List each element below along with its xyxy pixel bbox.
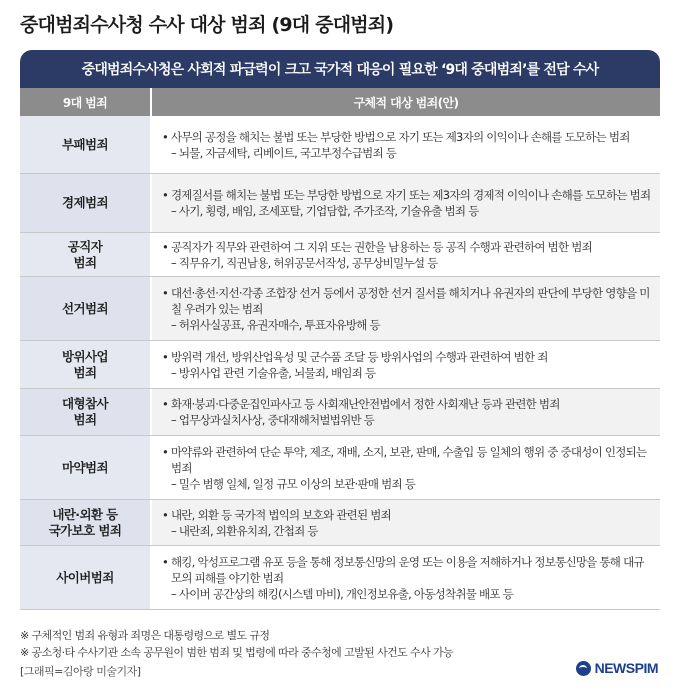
table-row [20, 546, 660, 610]
row-description [152, 233, 660, 276]
row-main-text: • 내란, 외환 등 국가적 법익의 보호와 관련된 범죄 [162, 507, 392, 522]
footnote: ※ 구체적인 범죄 유형과 죄명은 대통령령으로 별도 규정 [20, 629, 270, 642]
row-main-text: • 방위력 개선, 방위산업육성 및 군수품 조달 등 방위사업의 수행과 관련하여 범한 죄 [162, 349, 548, 364]
table-row [20, 389, 660, 436]
row-category: 부패범죄 [20, 116, 152, 173]
header-category: 9대 범죄 [20, 88, 152, 116]
footnotes [20, 627, 660, 661]
table-row [20, 116, 660, 174]
row-example-text: – 업무상과실치사상, 중대재해처벌법위반 등 [171, 413, 375, 427]
row-category: 내란·외환 등 국가보호 범죄 [20, 500, 152, 545]
newspim-logo-icon [576, 661, 591, 676]
row-category: 경제범죄 [20, 174, 152, 232]
row-description [152, 116, 660, 173]
row-example-text: – 허위사실공표, 유권자매수, 투표자유방해 등 [171, 317, 380, 332]
row-category: 마약범죄 [20, 436, 152, 499]
row-category: 대형참사 범죄 [20, 389, 152, 435]
row-main-text: • 해킹, 악성프로그램 유포 등을 통해 정보통신망의 운영 또는 이용을 저해하거나 정보통신망을 통해 대규모의 피해를 야기한 범죄 [162, 554, 644, 585]
row-example-text: – 사이버 공간상의 해킹(시스템 마비), 개인정보유출, 아동성착취물 배포 등 [171, 586, 513, 601]
row-main-text: • 사무의 공정을 해치는 불법 또는 부당한 방법으로 자기 또는 제3자의 이익이나 손해를 도모하는 범죄 [162, 129, 630, 144]
row-main-text: • 경제질서를 해치는 불법 또는 부당한 방법으로 자기 또는 제3자의 경제적 이익이나 손해를 도모하는 범죄 [162, 188, 651, 202]
row-example-text: – 사기, 횡령, 배임, 조세포탈, 기업담합, 주가조작, 기술유출 범죄 등 [171, 204, 479, 218]
row-category: 사이버범죄 [20, 546, 152, 609]
table-row [20, 436, 660, 500]
table-row [20, 341, 660, 389]
row-description [152, 341, 660, 388]
row-category: 선거범죄 [20, 277, 152, 340]
row-main-text: • 공직자가 직무와 관련하여 그 지위 또는 권한을 남용하는 등 공직 수행과 관련하여 범한 범죄 [162, 239, 592, 254]
row-main-text: • 마약류와 관련하여 단순 투약, 제조, 재배, 소지, 보관, 판매, 수출입 등 일체의 행위 중 중대성이 인정되는 범죄 [162, 444, 647, 475]
header-description: 구체적 대상 범죄(안) [353, 95, 459, 110]
row-category: 방위사업 범죄 [20, 341, 152, 388]
row-example-text: – 내란죄, 외환유치죄, 간첩죄 등 [171, 523, 318, 538]
graphic-credit: [그래픽=김아랑 미술기자] [20, 665, 141, 678]
row-main-text: • 대선·총선·지선·각종 조합장 선거 등에서 공정한 선거 질서를 해치거나 유권자의 판단에 부당한 영향을 미칠 우려가 있는 범죄 [162, 285, 650, 316]
row-description [152, 546, 660, 609]
summary-banner: 중대범죄수사청은 사회적 파급력이 크고 국가적 대응이 필요한 ‘9대 중대범죄’를 전담 수사 [20, 50, 660, 88]
row-main-text: • 화재·붕괴·다중운집인파사고 등 사회재난안전법에서 정한 사회재난 등과 관련한 범죄 [162, 397, 560, 411]
page-title: 중대범죄수사청 수사 대상 범죄 (9대 중대범죄) [20, 14, 394, 36]
crime-table [20, 88, 660, 610]
row-example-text: – 뇌물, 자금세탁, 리베이트, 국고부정수급범죄 등 [171, 145, 397, 160]
row-example-text: – 밀수 범행 일체, 일정 규모 이상의 보관·판매 범죄 등 [171, 476, 416, 491]
row-description [152, 277, 660, 340]
newspim-logo [576, 660, 658, 676]
row-description [152, 174, 660, 232]
table-row [20, 174, 660, 233]
table-row [20, 233, 660, 277]
row-example-text: – 방위사업 관련 기술유출, 뇌물죄, 배임죄 등 [171, 365, 376, 380]
table-row [20, 500, 660, 546]
table-header [20, 88, 660, 116]
row-description [152, 500, 660, 545]
row-description [152, 389, 660, 435]
logo-text: NEWSPIM [594, 660, 658, 676]
table-row [20, 277, 660, 341]
footnote: ※ 공소청·타 수사기관 소속 공무원이 범한 범죄 및 법령에 따라 중수청에 고발된 사건도 수사 가능 [20, 646, 454, 659]
row-example-text: – 직무유기, 직권남용, 허위공문서작성, 공무상비밀누설 등 [171, 255, 438, 270]
row-description [152, 436, 660, 499]
row-category: 공직자 범죄 [20, 233, 152, 276]
